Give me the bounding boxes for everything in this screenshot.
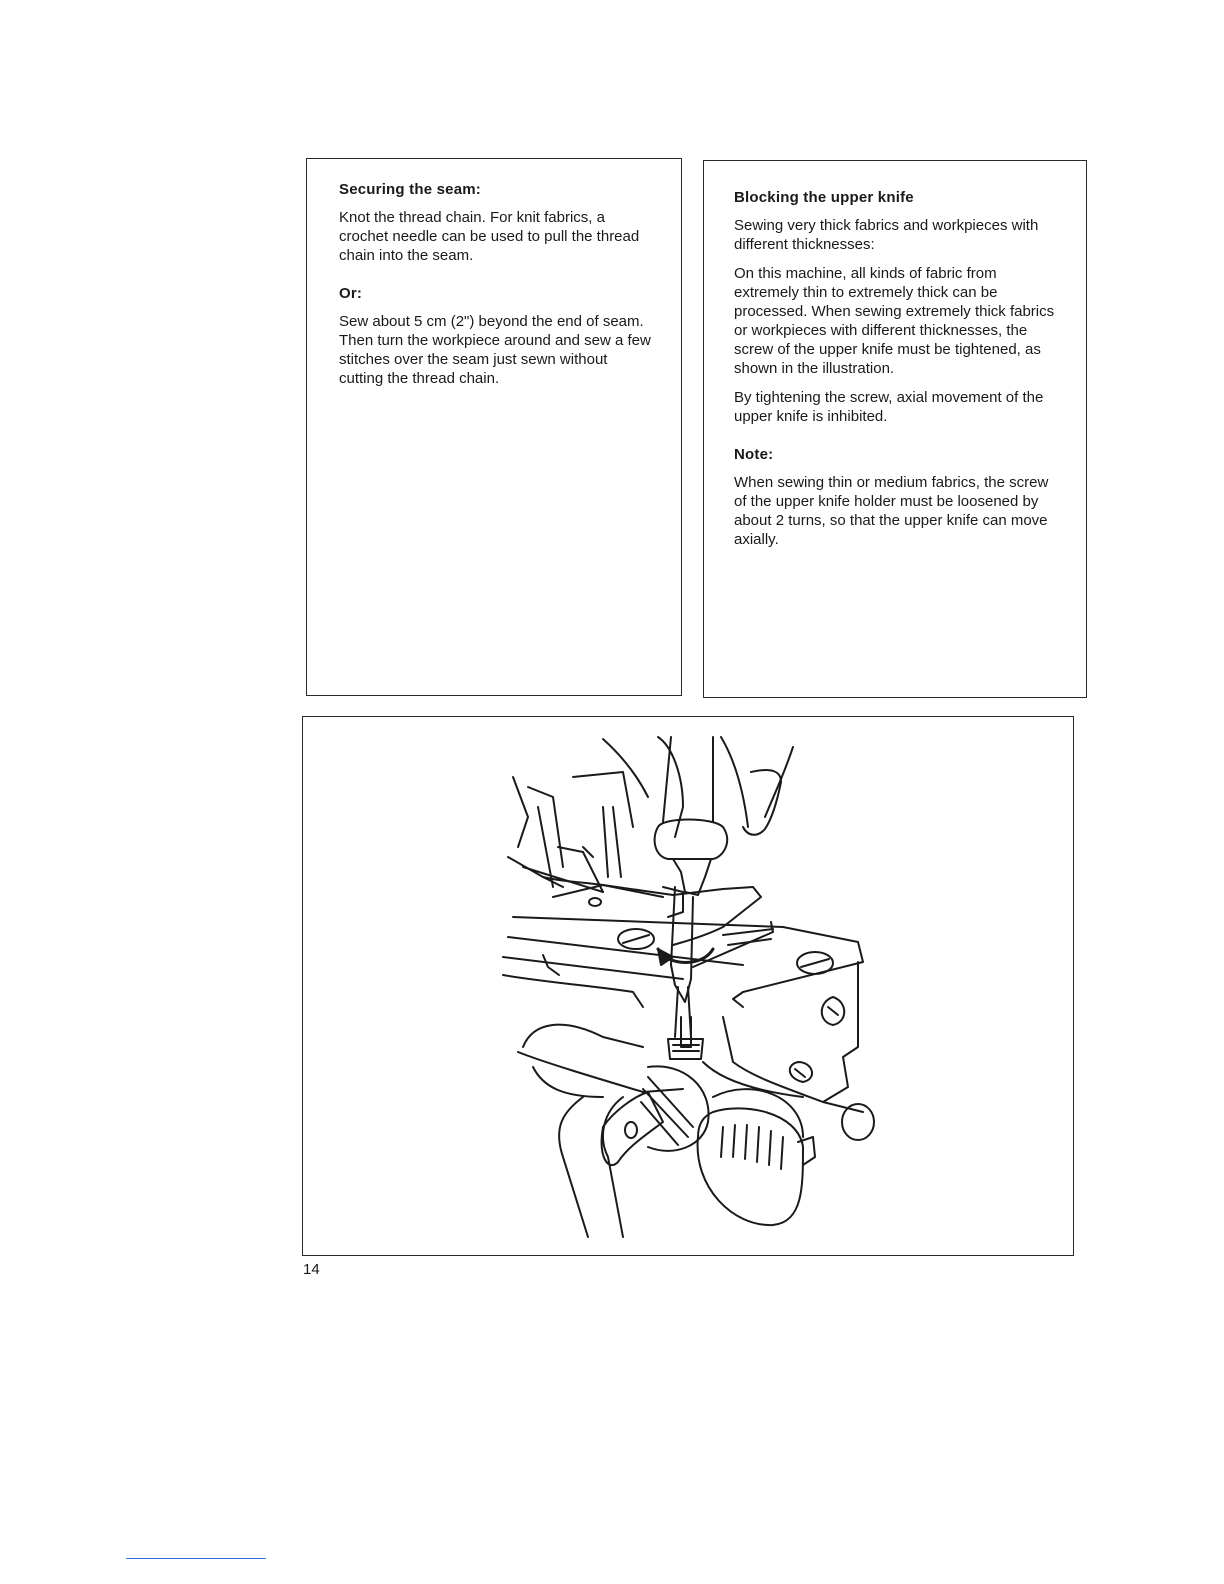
upper-knife-screw-illustration (303, 717, 1073, 1255)
note-text: When sewing thin or medium fabrics, the screw of the upper knife holder must be loosened by about 2 turns, so that the upper knife can move axially. (734, 474, 1049, 548)
blocking-upper-knife-heading: Blocking the upper knife (734, 189, 914, 206)
securing-seam-section (306, 158, 682, 696)
note-heading: Note: (734, 446, 774, 463)
page-number: 14 (303, 1261, 320, 1278)
fabric-range-text: On this machine, all kinds of fabric from extremely thin to extremely thick can be processed. When sewing extremely thick fabrics or workpieces with different thicknesses, the screw of the upper knife must be tightened, as shown in the illustration. (734, 265, 1055, 377)
axial-movement-text: By tightening the screw, axial movement of the upper knife is inhibited. (734, 389, 1044, 425)
or-heading: Or: (339, 285, 363, 302)
thick-fabrics-intro: Sewing very thick fabrics and workpieces with different thicknesses: (734, 217, 1039, 253)
footer-rule (126, 1558, 266, 1559)
screwdriver-illustration-panel (302, 716, 1074, 1256)
blocking-upper-knife-section (703, 160, 1087, 698)
alternative-method-text: Sew about 5 cm (2") beyond the end of seam. Then turn the workpiece around and sew a few stitches over the seam just sewn without cutting the thread chain. (339, 313, 651, 387)
securing-seam-heading: Securing the seam: (339, 181, 481, 198)
securing-seam-text: Knot the thread chain. For knit fabrics, a crochet needle can be used to pull the thread chain into the seam. (339, 209, 640, 264)
